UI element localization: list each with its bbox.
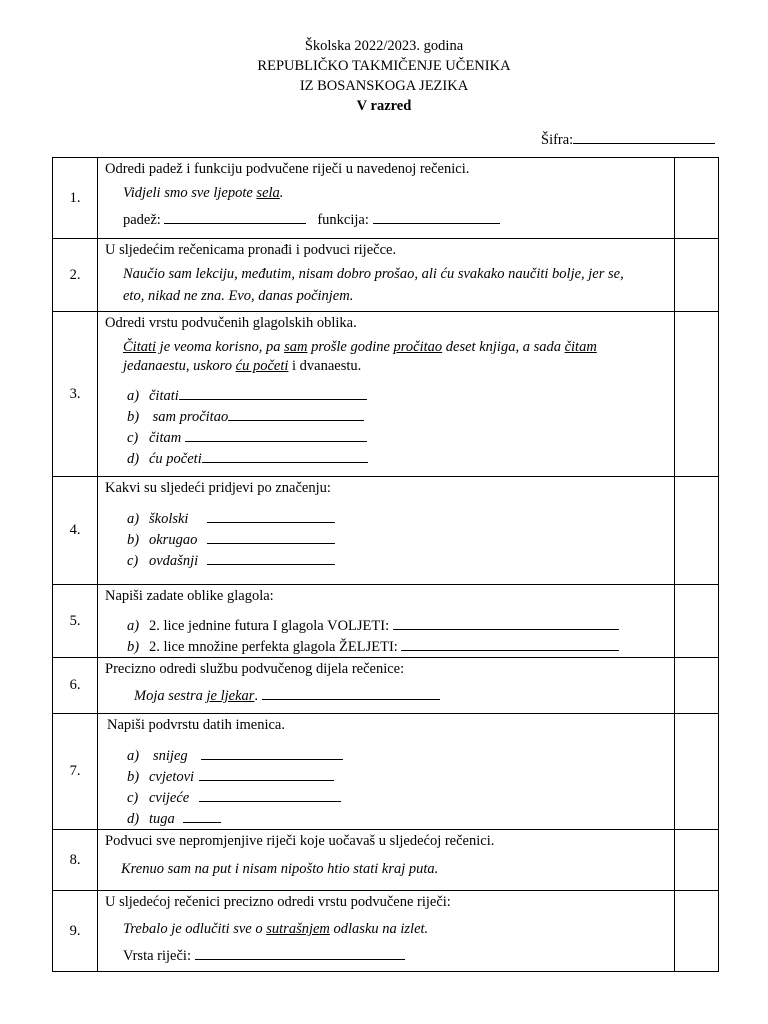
options-list xyxy=(105,385,668,469)
question-row-8 xyxy=(53,830,719,891)
answer-blank[interactable] xyxy=(195,945,405,960)
score-cell[interactable] xyxy=(675,312,719,477)
question-number: 6. xyxy=(53,658,98,714)
school-year: Školska 2022/2023. godina xyxy=(304,38,464,54)
question-number: 7. xyxy=(53,714,98,830)
question-content xyxy=(98,158,675,239)
options-list xyxy=(105,745,668,829)
question-sentence: Moja sestra je ljekar. xyxy=(105,685,668,707)
question-content xyxy=(98,239,675,312)
question-prompt: Napiši podvrstu datih imenica. xyxy=(107,717,285,733)
question-number: 3. xyxy=(53,312,98,477)
subject-title: IZ BOSANSKOGA JEZIKA xyxy=(299,78,469,94)
answer-blank[interactable] xyxy=(201,745,343,760)
answer-label: Vrsta riječi: xyxy=(123,948,191,964)
question-content xyxy=(98,477,675,585)
list-item: d) tuga xyxy=(127,808,668,829)
question-content xyxy=(98,830,675,891)
questions-table xyxy=(52,157,719,972)
score-cell[interactable] xyxy=(675,714,719,830)
question-prompt: Odredi padež i funkciju podvučene riječi u navedenoj rečenici. xyxy=(105,161,470,177)
list-item: b) 2. lice množine perfekta glagola ŽELJETI: xyxy=(127,636,668,657)
answer-line xyxy=(105,945,668,966)
question-sentence: Trebalo je odlučiti sve o sutrašnjem odlasku na izlet. xyxy=(123,921,429,937)
question-number: 9. xyxy=(53,891,98,972)
list-item: b) sam pročitao xyxy=(127,406,668,427)
answer-blank[interactable] xyxy=(262,685,440,700)
padez-blank[interactable] xyxy=(164,209,306,224)
question-number: 5. xyxy=(53,585,98,658)
question-prompt: Odredi vrstu podvučenih glagolskih oblika. xyxy=(105,315,357,331)
answer-blank[interactable] xyxy=(401,636,619,651)
question-content xyxy=(98,714,675,830)
question-row-6 xyxy=(53,658,719,714)
question-prompt: U sljedećoj rečenici precizno odredi vrstu podvučene riječi: xyxy=(105,894,451,910)
grade-title: V razred xyxy=(356,98,412,114)
question-sentence: Krenuo sam na put i nisam nipošto htio stati kraj puta. xyxy=(121,861,439,877)
answer-blank[interactable] xyxy=(183,808,221,823)
sifra-blank[interactable] xyxy=(573,128,715,144)
question-row-3 xyxy=(53,312,719,477)
options-list xyxy=(105,508,668,571)
answer-blank[interactable] xyxy=(228,406,364,421)
underlined-word: ću početi xyxy=(235,358,289,374)
underlined-word: pročitao xyxy=(393,339,443,355)
answer-blank[interactable] xyxy=(207,508,335,523)
list-item: a) snijeg xyxy=(127,745,668,766)
underlined-word: sutrašnjem xyxy=(266,921,330,937)
score-cell[interactable] xyxy=(675,830,719,891)
options-list xyxy=(105,615,668,657)
score-cell[interactable] xyxy=(675,891,719,972)
padez-label: padež: xyxy=(123,212,161,228)
question-sentence: Vidjeli smo sve ljepote sela. xyxy=(123,185,284,201)
score-cell[interactable] xyxy=(675,239,719,312)
answer-blank[interactable] xyxy=(199,787,341,802)
answer-blank[interactable] xyxy=(202,448,368,463)
competition-title: REPUBLIČKO TAKMIČENJE UČENIKA xyxy=(257,58,511,74)
question-row-5 xyxy=(53,585,719,658)
underlined-word: Čitati xyxy=(123,339,157,355)
underlined-word: sam xyxy=(284,339,308,355)
score-cell[interactable] xyxy=(675,585,719,658)
question-number: 4. xyxy=(53,477,98,585)
score-cell[interactable] xyxy=(675,658,719,714)
list-item: a) čitati xyxy=(127,385,668,406)
question-prompt: Kakvi su sljedeći pridjevi po značenju: xyxy=(105,480,331,496)
question-content xyxy=(98,585,675,658)
question-content xyxy=(98,658,675,714)
answer-line xyxy=(105,209,668,230)
question-row-7 xyxy=(53,714,719,830)
question-row-1 xyxy=(53,158,719,239)
list-item: a) školski xyxy=(127,508,668,529)
question-row-2 xyxy=(53,239,719,312)
underlined-phrase: je ljekar xyxy=(206,688,255,704)
score-cell[interactable] xyxy=(675,477,719,585)
funkcija-blank[interactable] xyxy=(373,209,500,224)
answer-blank[interactable] xyxy=(207,550,335,565)
question-number: 1. xyxy=(53,158,98,239)
sifra-field xyxy=(541,128,715,150)
question-number: 2. xyxy=(53,239,98,312)
document-header xyxy=(0,36,768,116)
answer-blank[interactable] xyxy=(179,385,367,400)
list-item: b) okrugao xyxy=(127,529,668,550)
list-item: c) cvijeće xyxy=(127,787,668,808)
list-item: a) 2. lice jednine futura I glagola VOLJETI: xyxy=(127,615,668,636)
question-content xyxy=(98,891,675,972)
question-row-4 xyxy=(53,477,719,585)
question-sentence: Naučio sam lekciju, međutim, nisam dobro prošao, ali ću svakako naučiti bolje, jer se, eto, nikad ne zna. Evo, danas počinjem. xyxy=(123,266,624,304)
question-prompt: Napiši zadate oblike glagola: xyxy=(105,588,274,604)
underlined-word: čitam xyxy=(564,339,597,355)
list-item: b) cvjetovi xyxy=(127,766,668,787)
score-cell[interactable] xyxy=(675,158,719,239)
question-number: 8. xyxy=(53,830,98,891)
question-prompt: Precizno odredi službu podvučenog dijela rečenice: xyxy=(105,661,405,677)
answer-blank[interactable] xyxy=(185,427,367,442)
list-item: c) ovdašnji xyxy=(127,550,668,571)
question-content xyxy=(98,312,675,477)
sifra-label: Šifra: xyxy=(541,132,574,148)
list-item: c) čitam xyxy=(127,427,668,448)
question-prompt: Podvuci sve nepromjenjive riječi koje uočavaš u sljedećoj rečenici. xyxy=(105,833,495,849)
underlined-word: sela xyxy=(256,185,280,201)
answer-blank[interactable] xyxy=(393,615,619,630)
list-item: d) ću početi xyxy=(127,448,668,469)
question-prompt: U sljedećim rečenicama pronađi i podvuci riječce. xyxy=(105,242,397,258)
answer-blank[interactable] xyxy=(199,766,334,781)
question-sentence: Čitati je veoma korisno, pa sam prošle godine pročitao deset knjiga, a sada čitam jedanaestu, uskoro ću početi i dvanaestu. xyxy=(123,339,597,374)
funkcija-label: funkcija: xyxy=(317,212,369,228)
question-row-9 xyxy=(53,891,719,972)
answer-blank[interactable] xyxy=(207,529,335,544)
